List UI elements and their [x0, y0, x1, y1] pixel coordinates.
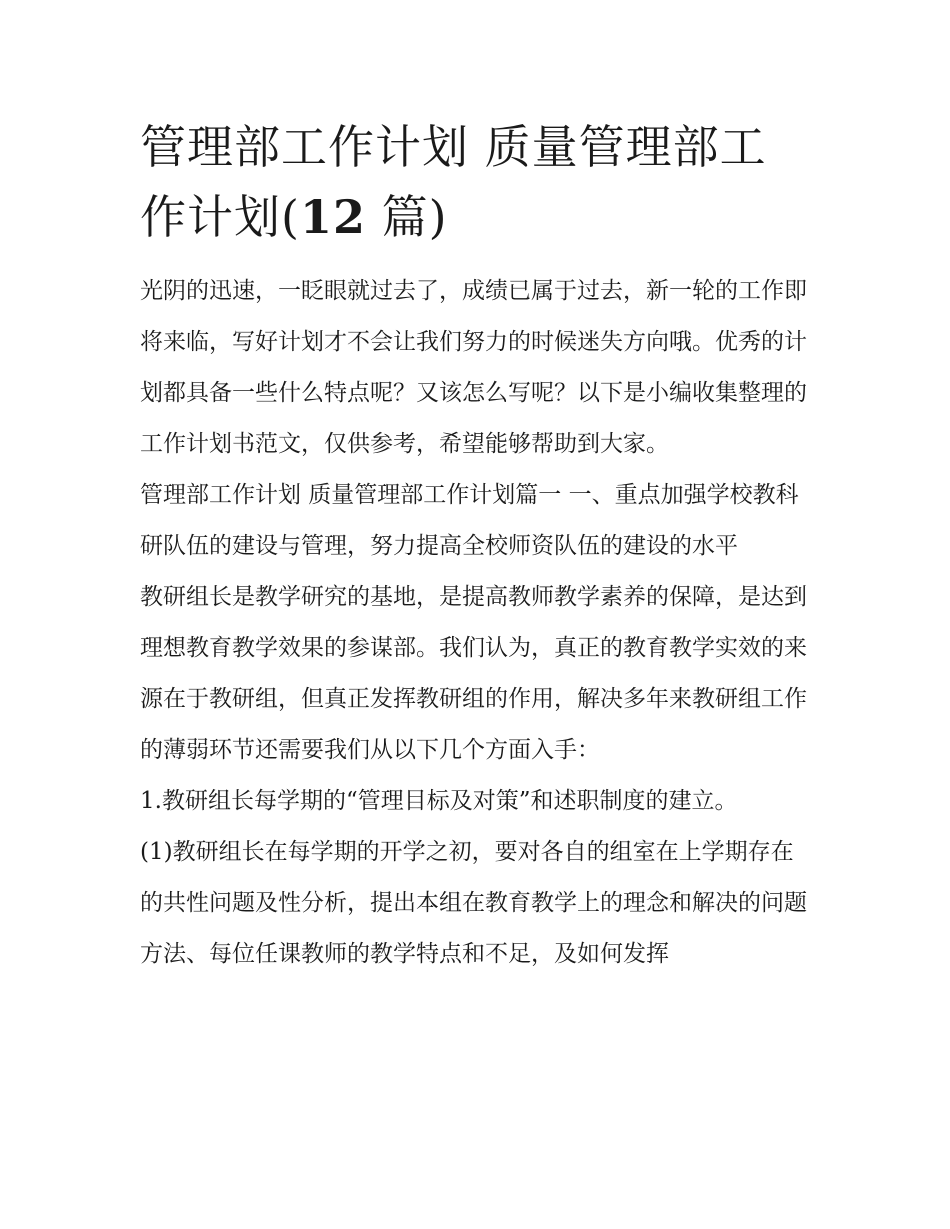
paragraph-intro: 光阴的迅速，一眨眼就过去了，成绩已属于过去，新一轮的工作即将来临，写好计划才不会让我们努力的时候迷失方向哦。优秀的计划都具备一些什么特点呢？又该怎么写呢？以下是小编收集整理的工作计划书范文，仅供参考，希望能够帮助到大家。 — [140, 278, 807, 457]
paragraph-item-1: 1.教研组长每学期的“管理目标及对策”和述职制度的建立。 — [140, 788, 738, 814]
title-text-part2: 篇) — [365, 190, 448, 244]
document-body — [140, 266, 812, 980]
document-page — [140, 112, 812, 980]
title-text-part1: 管理部工作计划 质量管理部工作计划( — [140, 120, 767, 244]
title-number: 12 — [299, 190, 366, 244]
paragraph-item-1-1: (1)教研组长在每学期的开学之初，要对各自的组室在上学期存在的共性问题及性分析，提出本组在教育教学上的理念和解决的问题方法、每位任课教师的教学特点和不足，及如何发挥 — [140, 839, 807, 967]
paragraph-section-heading: 管理部工作计划 质量管理部工作计划篇一 一、重点加强学校教科研队伍的建设与管理，努力提高全校师资队伍的建设的水平 — [140, 482, 799, 559]
paragraph-teaching-research: 教研组长是教学研究的基地，是提高教师教学素养的保障，是达到理想教育教学效果的参谋部。我们认为，真正的教育教学实效的来源在于教研组，但真正发挥教研组的作用，解决多年来教研组工作的薄弱环节还需要我们从以下几个方面入手： — [140, 584, 807, 763]
document-title — [140, 112, 812, 252]
